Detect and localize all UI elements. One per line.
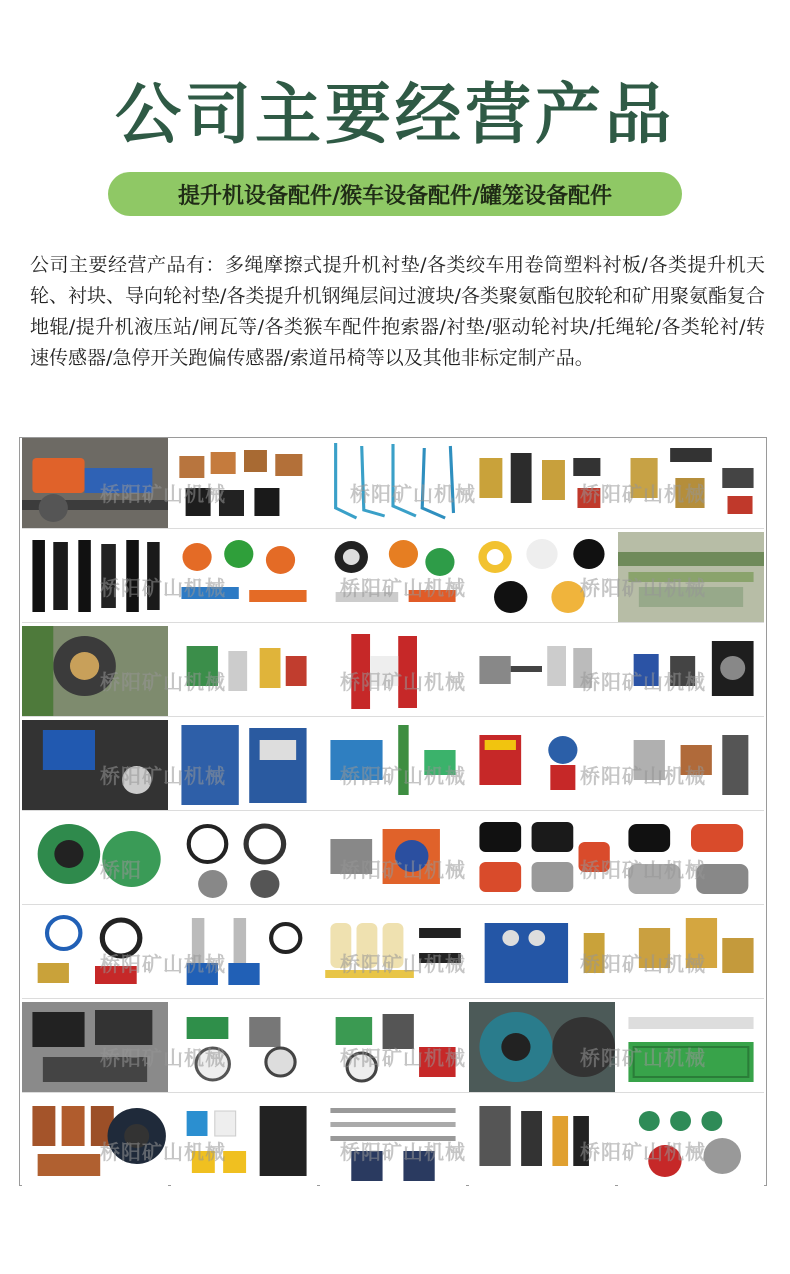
watermark-text: 桥阳矿山机械 <box>340 858 466 882</box>
page-title: 公司主要经营产品 <box>115 76 675 153</box>
product-row-1 <box>22 438 764 529</box>
watermark-text: 桥阳矿山机械 <box>340 764 466 788</box>
product-image-chair-hangers <box>320 438 466 528</box>
product-row-7 <box>22 1002 764 1093</box>
product-image-switches <box>320 720 466 810</box>
product-image-hoist-drum <box>469 1002 615 1092</box>
product-image-support-wheels <box>171 532 317 622</box>
product-image-pressure-switches <box>320 1002 466 1092</box>
product-image-motors <box>618 1096 764 1186</box>
watermark-text: 桥阳矿山机械 <box>580 858 706 882</box>
product-row-2 <box>22 532 764 623</box>
product-image-cable-sensors <box>22 908 168 998</box>
product-row-4 <box>22 720 764 811</box>
category-banner <box>108 172 682 216</box>
watermark-text: 桥阳矿山机械 <box>100 1046 226 1070</box>
product-row-3 <box>22 626 764 717</box>
watermark-text: 桥阳矿山机械 <box>580 482 706 506</box>
product-image-clamps <box>469 1096 615 1186</box>
product-image-poly-blocks <box>171 1096 317 1186</box>
watermark-text: 桥阳 <box>100 858 142 882</box>
product-row-8 <box>22 1096 764 1186</box>
product-image-rope-grips <box>469 438 615 528</box>
product-row-6 <box>22 908 764 999</box>
watermark-text: 桥阳矿山机械 <box>340 670 466 694</box>
product-image-solenoid-valves <box>22 1002 168 1092</box>
product-image-brake-shoes <box>618 814 764 904</box>
product-image-emergency-stops <box>469 720 615 810</box>
product-image-wooden-blocks <box>22 1096 168 1186</box>
product-image-wheel-liners <box>469 532 615 622</box>
product-image-pads <box>469 814 615 904</box>
product-image-grip-assemblies <box>618 438 764 528</box>
product-image-conveyor-frames <box>618 532 764 622</box>
watermark-text: 桥阳矿山机械 <box>580 952 706 976</box>
product-image-hydraulic-station <box>469 908 615 998</box>
category-banner-text: 提升机设备配件/猴车设备配件/罐笼设备配件 <box>177 182 613 209</box>
product-image-speed-sensors <box>171 908 317 998</box>
product-image-green-liners <box>618 1002 764 1092</box>
watermark-text: 桥阳矿山机械 <box>100 670 226 694</box>
watermark-text: 桥阳矿山机械 <box>100 764 226 788</box>
product-image-green-sheaves <box>22 814 168 904</box>
product-image-valves <box>171 626 317 716</box>
product-image-pressure-gauges <box>171 1002 317 1092</box>
watermark-text: 桥阳矿山机械 <box>100 576 226 600</box>
watermark-text: 桥阳矿山机械 <box>580 764 706 788</box>
product-image-limit-switches <box>618 720 764 810</box>
product-image-seals <box>171 814 317 904</box>
product-image-sensor-boxes <box>618 626 764 716</box>
product-row-5 <box>22 814 764 905</box>
product-image-motor-drive <box>320 814 466 904</box>
product-image-cylinders <box>469 626 615 716</box>
product-image-brass-valves <box>618 908 764 998</box>
product-image-liners <box>171 438 317 528</box>
product-image-brake <box>320 626 466 716</box>
product-image-rubber-blocks <box>22 532 168 622</box>
watermark-text: 桥阳矿山机械 <box>340 952 466 976</box>
product-photo-grid <box>19 437 767 1186</box>
watermark-text: 桥阳矿山机械 <box>340 576 466 600</box>
product-image-winch <box>22 438 168 528</box>
watermark-text: 桥阳矿山机械 <box>350 482 476 506</box>
watermark-text: 桥阳矿山机械 <box>580 1140 706 1164</box>
watermark-text: 桥阳矿山机械 <box>100 482 226 506</box>
product-image-shafts <box>320 1096 466 1186</box>
product-image-control-box <box>22 720 168 810</box>
watermark-text: 桥阳矿山机械 <box>580 1046 706 1070</box>
product-image-pulleys <box>320 532 466 622</box>
product-image-drive-wheel <box>22 626 168 716</box>
watermark-text: 桥阳矿山机械 <box>340 1046 466 1070</box>
intro-paragraph: 公司主要经营产品有：多绳摩擦式提升机衬垫/各类绞车用卷筒塑料衬板/各类提升机天轮、衬块、导向轮衬垫/各类提升机钢绳层间过渡块/各类聚氨酯包胶轮和矿用聚氨酯复合地辊/提升机液压站/闸瓦等/各类猴车配件抱索器/衬垫/驱动轮衬块/托绳轮/各类轮衬/转速传感器/急停开关跑偏传感器/索道吊椅等以及其他非标定制产品。 <box>30 254 765 369</box>
product-image-electric-cabinets <box>171 720 317 810</box>
watermark-text: 桥阳矿山机械 <box>100 1140 226 1164</box>
product-image-idler-rollers <box>320 908 466 998</box>
watermark-text: 桥阳矿山机械 <box>100 952 226 976</box>
watermark-text: 桥阳矿山机械 <box>580 670 706 694</box>
watermark-text: 桥阳矿山机械 <box>340 1140 466 1164</box>
watermark-text: 桥阳矿山机械 <box>580 576 706 600</box>
